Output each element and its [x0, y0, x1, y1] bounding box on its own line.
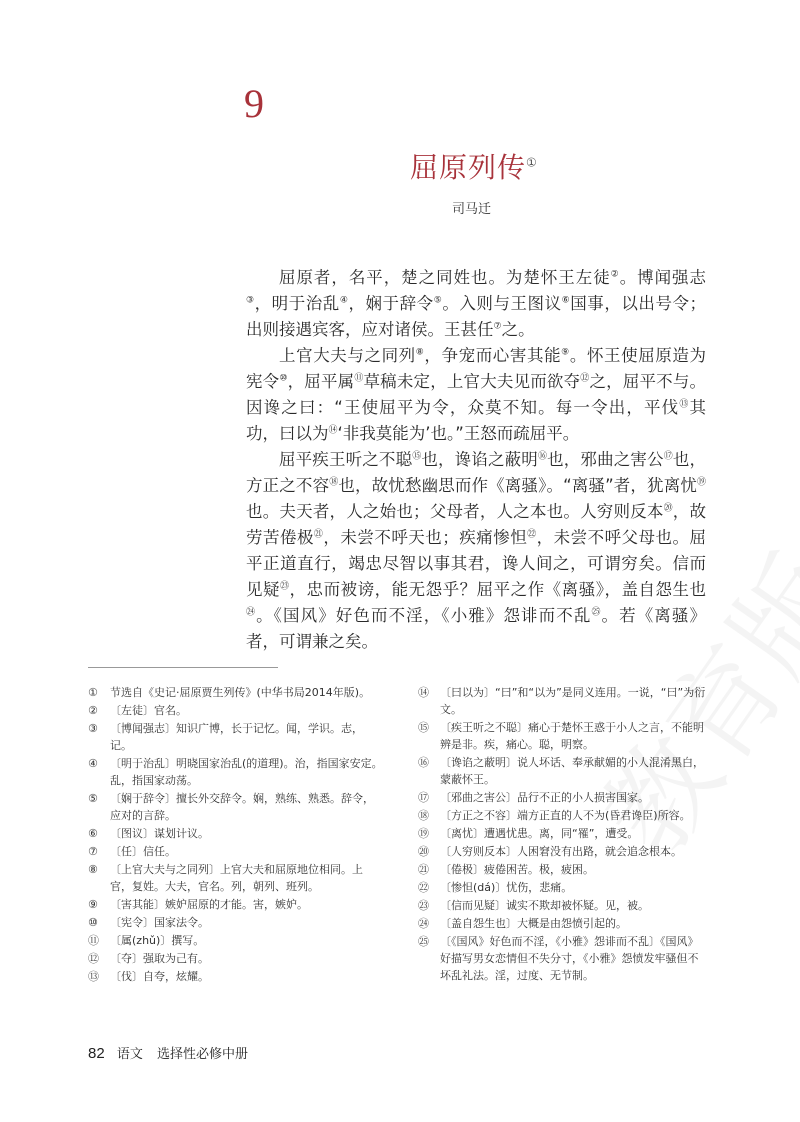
footnote-text: 〔人穷则反本〕人困窘没有出路，就会追念根本。 — [440, 845, 682, 858]
footnote-text: 节选自《史记·屈原贾生列传》(中华书局2014年版)。 — [110, 686, 371, 699]
footnote — [418, 915, 708, 932]
footnote-number: ⑱ — [418, 809, 429, 822]
footnote — [418, 719, 708, 753]
footnote — [418, 789, 708, 806]
footnote-marker: ⑫ — [580, 373, 590, 384]
footnote-text: 〔方正之不容〕端方正直的人不为(昏君谗臣)所容。 — [440, 809, 691, 822]
text-segment: ，故劳苦倦极 — [246, 502, 706, 547]
text-segment: 屈平疾王听之不聪 — [279, 450, 413, 469]
text-segment: ，娴于辞令 — [348, 294, 434, 313]
footnote-number: ⑩ — [88, 916, 98, 929]
footnote-marker: ⑨ — [561, 347, 570, 358]
footnote — [88, 950, 383, 967]
footnote-divider — [88, 667, 278, 668]
text-segment: 也，邪曲之害公 — [547, 450, 664, 469]
footnote-number: ⑦ — [88, 845, 98, 858]
text-segment: ，忠而被谤，能无怨乎？屈平之作《离骚》，盖自怨生也 — [289, 580, 707, 599]
footnote-marker: ⑤ — [433, 295, 443, 306]
footnote — [418, 807, 708, 824]
footnote-text: 〔明于治乱〕明晓国家治乱(的道理)。治，指国家安定。乱，指国家动荡。 — [110, 757, 383, 787]
page-number: 82 — [88, 1045, 105, 1062]
footnote-number: ⑥ — [88, 827, 98, 840]
footnote-number: ㉕ — [418, 935, 429, 948]
footnote-marker: ⑲ — [696, 477, 706, 488]
paragraph — [246, 343, 706, 447]
footnote-text: 〔谗谄之蔽明〕说人坏话、奉承献媚的小人混淆黑白，蒙蔽怀王。 — [440, 756, 704, 786]
footnote-number: ⑳ — [418, 845, 429, 858]
volume-name: 选择性必修中册 — [156, 1047, 248, 1062]
paragraph — [246, 447, 706, 655]
text-segment: 屈原者，名平，楚之同姓也。为楚怀王左徒 — [279, 268, 611, 287]
footnote-text: 〔倦极〕疲倦困苦。极，疲困。 — [440, 863, 594, 876]
footnote-marker: ⑱ — [329, 477, 339, 488]
text-segment: 之，屈平不与。因谗之曰：“王使屈平为令，众莫不知。每一令出，平伐 — [246, 372, 707, 417]
footnote-marker: ⑧ — [415, 347, 425, 358]
paragraph — [246, 265, 706, 343]
footnote-number: ⑬ — [88, 970, 99, 983]
footnote-number: ⑲ — [418, 827, 429, 840]
footnote-number: ③ — [88, 722, 98, 735]
footnote-number: ⑭ — [418, 686, 429, 699]
footnote-marker: ㉓ — [280, 581, 290, 592]
footnote-marker: ⑮ — [412, 451, 422, 462]
text-segment: 。入则与王图议 — [442, 294, 562, 313]
text-segment: 草稿未定，上官大夫见而欲夺 — [363, 372, 581, 391]
footnote-marker: ③ — [246, 295, 255, 306]
footnote-marker: ⑰ — [663, 451, 673, 462]
footnote-text: 〔左徒〕官名。 — [110, 704, 187, 717]
footnote-number: ⑰ — [418, 791, 429, 804]
footnote-number: ⑮ — [418, 721, 429, 734]
footnote — [418, 933, 708, 984]
text-segment: 也，方正之不容 — [246, 450, 706, 495]
footnote — [418, 754, 708, 788]
footnote-text: 〔任〕信任。 — [110, 845, 176, 858]
text-segment: 上官大夫与之同列 — [279, 346, 416, 365]
footnote-text: 〔离忧〕遭遇忧患。离，同“罹”，遭受。 — [440, 827, 639, 840]
footnote — [88, 684, 383, 701]
author-name: 司马迁 — [452, 202, 492, 217]
text-segment: 。若《离骚》者，可谓兼之矣。 — [246, 606, 706, 651]
footnote — [418, 861, 708, 878]
footnote-number: ④ — [88, 757, 98, 770]
text-segment: ，明于治乱 — [254, 294, 340, 313]
title-footnote-mark: ① — [526, 155, 537, 170]
footnote-number: ㉑ — [418, 863, 429, 876]
footnote-text: 〔宪令〕国家法令。 — [110, 916, 209, 929]
text-segment: 也，故忧愁幽思而作《离骚》。“离骚”者，犹离忧 — [338, 476, 697, 495]
text-segment: 其功，曰以为 — [246, 398, 706, 443]
footnote-text: 〔惨怛(dá)〕忧伤，悲痛。 — [440, 881, 573, 894]
footnote-number: ㉓ — [418, 899, 429, 912]
footnote-text: 〔上官大夫与之同列〕上官大夫和屈原地位相同。上官，复姓。大夫，官名。列，朝列、班列。 — [110, 863, 363, 893]
footnote — [88, 896, 383, 913]
footnote-text: 〔夺〕强取为己有。 — [110, 952, 209, 965]
footnote-number: ㉒ — [418, 881, 429, 894]
footnote-marker: ⑩ — [279, 373, 288, 384]
text-segment: ，未尝不呼天也；疾痛惨怛 — [323, 528, 528, 547]
footnote-number: ① — [88, 686, 98, 699]
footnote — [88, 702, 383, 719]
text-segment: ‘非我莫能为’也。”王怒而疏屈平。 — [337, 424, 580, 443]
footnote — [88, 932, 383, 949]
footnote-marker: ⑥ — [561, 295, 571, 306]
footnote-marker: ⑬ — [679, 399, 690, 410]
footnote-marker: ⑪ — [354, 373, 364, 384]
footnote — [88, 720, 383, 754]
footnote — [88, 861, 383, 895]
footnote-text: 〔疾王听之不聪〕痛心于楚怀王惑于小人之言，不能明辨是非。疾，痛心。聪，明察。 — [440, 721, 704, 751]
footnote-marker: ㉕ — [591, 607, 602, 618]
text-segment: 。《国风》好色而不淫，《小雅》怨诽而不乱 — [256, 606, 592, 625]
footnote-marker: ⑳ — [663, 503, 673, 514]
footnote — [88, 914, 383, 931]
footnote — [418, 825, 708, 842]
footnote-text: 〔信而见疑〕诚实不欺却被怀疑。见，被。 — [440, 899, 649, 912]
page-footer — [88, 1043, 248, 1062]
footnote-text: 〔盖自怨生也〕大概是由怨愤引起的。 — [440, 917, 627, 930]
footnote-number: ⑧ — [88, 863, 98, 876]
footnote-marker: ④ — [339, 295, 349, 306]
title-text: 屈原列传 — [410, 151, 527, 184]
footnote — [88, 790, 383, 824]
footnotes-left-column — [88, 684, 383, 986]
footnote — [418, 684, 708, 718]
footnote-text: 〔害其能〕嫉妒屈原的才能。害，嫉妒。 — [110, 898, 308, 911]
footnote-marker: ② — [610, 269, 620, 280]
footnote-text: 〔娴于辞令〕擅长外交辞令。娴，熟练、熟悉。辞令，应对的言辞。 — [110, 792, 374, 822]
footnote — [418, 843, 708, 860]
lesson-number: 9 — [244, 81, 264, 126]
footnote-marker: ㉔ — [246, 607, 257, 618]
footnote-text: 〔曰以为〕“曰”和“以为”是同义连用。一说，“曰”为衍文。 — [440, 686, 706, 716]
text-segment: ，争宠而心害其能 — [424, 346, 562, 365]
text-segment: 也。夫天者，人之始也；父母者，人之本也。人穷则反本 — [246, 502, 664, 521]
subject-name: 语文 — [116, 1047, 143, 1062]
footnote — [418, 879, 708, 896]
footnote-marker: ⑦ — [493, 321, 502, 332]
footnote-number: ⑯ — [418, 756, 429, 769]
footnote-marker: ㉒ — [527, 529, 537, 540]
footnote — [88, 825, 383, 842]
footnote-text: 〔图议〕谋划计议。 — [110, 827, 209, 840]
footnote-text: 〔博闻强志〕知识广博，长于记忆。闻，学识。志，记。 — [110, 722, 363, 752]
footnote — [88, 755, 383, 789]
footnote-text: 〔伐〕自夸，炫耀。 — [110, 970, 209, 983]
text-segment: 也，谗谄之蔽明 — [421, 450, 538, 469]
footnote-text: 〔属(zhǔ)〕撰写。 — [110, 934, 205, 947]
article-title — [410, 146, 537, 186]
footnote-text: 〔邪曲之害公〕品行不正的小人损害国家。 — [440, 791, 649, 804]
footnote-text: 〔《国风》好色而不淫，《小雅》怨诽而不乱〕《国风》好描写男女恋情但不失分寸，《小雅》怨愤发牢骚但不坏乱礼法。淫，过度、无节制。 — [440, 935, 699, 982]
text-segment: 之。 — [501, 320, 535, 339]
footnotes-right-column — [418, 684, 708, 985]
footnote-number: ⑪ — [88, 934, 99, 947]
text-segment: ，屈平属 — [287, 372, 355, 391]
footnote — [88, 968, 383, 985]
footnote-number: ⑤ — [88, 792, 98, 805]
footnote-number: ② — [88, 704, 98, 717]
text-segment: ，未尝不呼父母也。屈平正道直行，竭忠尽智以事其君，谗人间之，可谓穷矣。信而见疑 — [246, 528, 706, 599]
footnote-number: ⑫ — [88, 952, 99, 965]
main-text — [246, 265, 706, 655]
text-segment: 。怀王使屈原造为宪令 — [246, 346, 706, 391]
footnote-marker: ⑯ — [537, 451, 548, 462]
text-segment: 国事，以出号令；出则接遇宾客，应对诸侯。王甚任 — [246, 294, 707, 339]
footnote — [418, 897, 708, 914]
footnote-marker: ⑭ — [328, 425, 338, 436]
footnote-number: ⑨ — [88, 898, 98, 911]
text-segment: 。博闻强志 — [619, 268, 707, 287]
footnote — [88, 843, 383, 860]
footnote-number: ㉔ — [418, 917, 429, 930]
footnote-marker: ㉑ — [313, 529, 324, 540]
